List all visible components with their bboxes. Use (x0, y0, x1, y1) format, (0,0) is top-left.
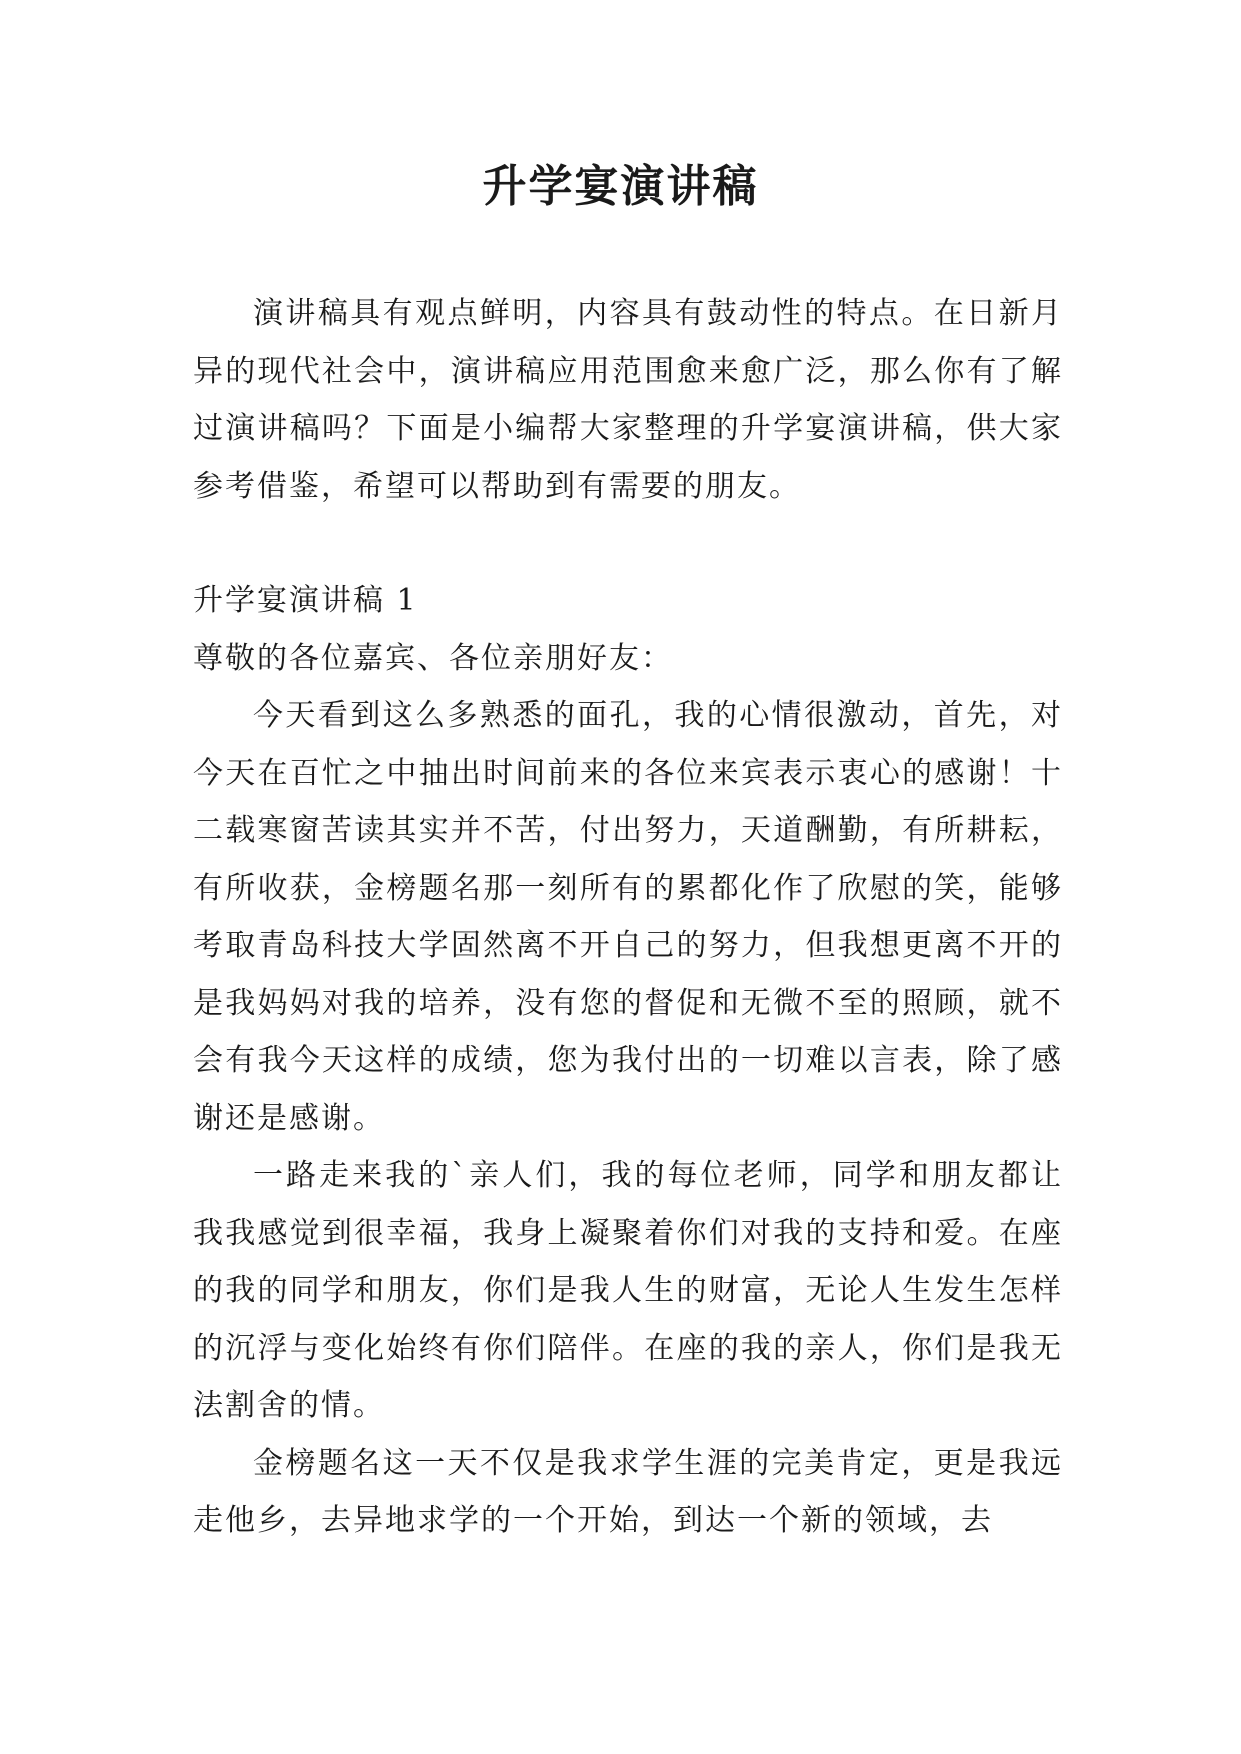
spacer (193, 515, 1063, 572)
body-paragraph-1: 今天看到这么多熟悉的面孔，我的心情很激动，首先，对今天在百忙之中抽出时间前来的各位来宾表示衷心的感谢！十二载寒窗苦读其实并不苦，付出努力，天道酬勤，有所耕耘，有所收获，金榜题名那一刻所有的累都化作了欣慰的笑，能够考取青岛科技大学固然离不开自己的努力，但我想更离不开的是我妈妈对我的培养，没有您的督促和无微不至的照顾，就不会有我今天这样的成绩，您为我付出的一切难以言表，除了感谢还是感谢。 (193, 698, 1063, 1136)
body-paragraph-3: 金榜题名这一天不仅是我求学生涯的完美肯定，更是我远走他乡，去异地求学的一个开始，到达一个新的领域，去 (193, 1445, 1063, 1538)
intro-paragraph: 演讲稿具有观点鲜明，内容具有鼓动性的特点。在日新月异的现代社会中，演讲稿应用范围愈来愈广泛，那么你有了解过演讲稿吗？下面是小编帮大家整理的升学宴演讲稿，供大家参考借鉴，希望可以帮助到有需要的朋友。 (193, 296, 1063, 504)
document-title: 升学宴演讲稿 (482, 161, 759, 212)
salutation: 尊敬的各位嘉宾、各位亲朋好友： (193, 640, 673, 676)
section-heading: 升学宴演讲稿 1 (193, 583, 418, 618)
document-body (193, 285, 1063, 1550)
body-paragraph-2: 一路走来我的`亲人们，我的每位老师，同学和朋友都让我我感觉到很幸福，我身上凝聚着你们对我的支持和爱。在座的我的同学和朋友，你们是我人生的财富，无论人生发生怎样的沉浮与变化始终有你们陪伴。在座的我的亲人，你们是我无法割舍的情。 (193, 1158, 1063, 1423)
